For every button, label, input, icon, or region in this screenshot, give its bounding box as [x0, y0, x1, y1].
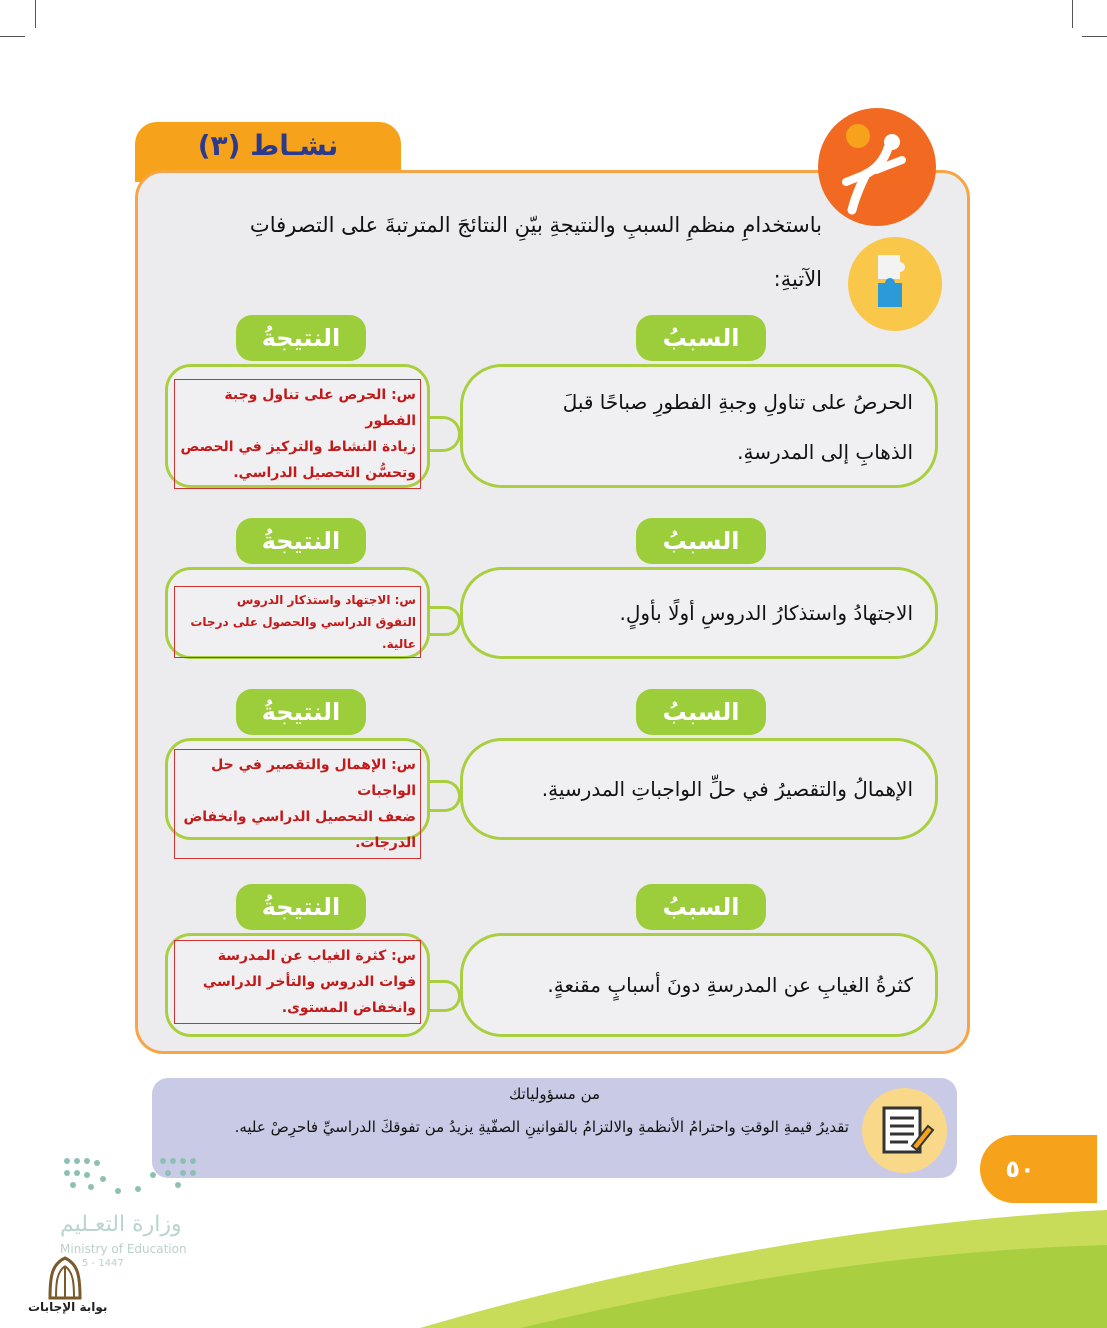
cause-text: الذهابِ إلى المدرسةِ.: [737, 440, 913, 464]
answer-line: س: الإهمال والتقصير في حل الواجبات: [211, 757, 416, 799]
answer-line: س: كثرة الغياب عن المدرسة: [217, 948, 416, 964]
cause-label: السببُ: [636, 884, 766, 930]
answer-line: وانخفاض المستوى.: [281, 1000, 416, 1016]
answer-text: [174, 940, 421, 1024]
answer-line: وتحسُّن التحصيل الدراسي.: [233, 465, 416, 481]
cause-text: الإهمالُ والتقصيرُ في حلِّ الواجباتِ المدرسيةِ.: [541, 777, 913, 801]
cause-label: السببُ: [636, 518, 766, 564]
answer-text: [174, 586, 421, 658]
result-label: النتيجةُ: [236, 315, 366, 361]
watermark-logo-icon: [44, 1256, 86, 1300]
result-label: النتيجةُ: [236, 884, 366, 930]
answer-line: الدرجات.: [355, 835, 416, 851]
cause-label: السببُ: [636, 689, 766, 735]
result-box: [165, 364, 430, 488]
answer-text: [174, 749, 421, 859]
cause-label: السببُ: [636, 315, 766, 361]
answer-line: س: الاجتهاد واستذكار الدروس: [236, 593, 416, 607]
answer-line: س: الحرص على تناول وجبة الفطور: [224, 387, 416, 429]
connector: [430, 980, 461, 1012]
instructions-line-2: الآتيةِ:: [773, 267, 822, 291]
cause-box: [460, 933, 938, 1037]
ministry-logo-year: 5 - 1447: [82, 1258, 124, 1269]
activity-icon: [818, 108, 936, 226]
cause-text: كثرةُ الغيابِ عن المدرسةِ دونَ أسبابٍ مقنعةٍ.: [547, 973, 913, 997]
notepad-icon: [862, 1088, 947, 1173]
answer-text: [174, 379, 421, 489]
answer-line: التفوق الدراسي والحصول على درجات عالية.: [190, 615, 416, 651]
responsibility-title: من مسؤولياتك: [508, 1085, 601, 1103]
cause-text: الاجتهادُ واستذكارُ الدروسِ أولًا بأولٍ.: [619, 601, 913, 625]
ministry-logo-arabic: وزارة التعـليم: [60, 1212, 182, 1237]
instructions-line-1: باستخدامِ منظمِ السببِ والنتيجةِ بيّنِ النتائجَ المترتبةَ على التصرفاتِ: [249, 213, 822, 237]
crop-mark: [1082, 36, 1107, 37]
puzzle-icon: [848, 237, 942, 331]
cause-box: [460, 364, 938, 488]
result-label: النتيجةُ: [236, 518, 366, 564]
connector: [430, 606, 461, 636]
answer-line: ضعف التحصيل الدراسي وانخفاض: [183, 809, 416, 825]
watermark-text: بوابة الإجابات: [28, 1300, 108, 1314]
crop-mark: [35, 0, 36, 28]
cause-box: [460, 738, 938, 840]
crop-mark: [1072, 0, 1073, 28]
answer-line: فوات الدروس والتأخر الدراسي: [202, 974, 416, 990]
responsibility-text: تقديرُ قيمةِ الوقتِ واحترامُ الأنظمةِ والالتزامُ بالقوانينِ الصفّيةِ يزيدُ من تفوقكَ الدراسيِّ فاحرِصْ عليه.: [234, 1118, 849, 1136]
cause-text: الحرصُ على تناولِ وجبةِ الفطورِ صباحًا قبلَ: [562, 390, 913, 414]
result-label: النتيجةُ: [236, 689, 366, 735]
ministry-logo-english: Ministry of Education: [60, 1242, 187, 1256]
answer-line: زيادة النشاط والتركيز في الحصص: [180, 439, 416, 455]
result-box: [165, 738, 430, 851]
connector: [430, 780, 461, 812]
result-box: [165, 933, 430, 1037]
instructions: [182, 198, 822, 306]
crop-mark: [0, 36, 25, 37]
result-box: [165, 567, 430, 659]
cause-box: [460, 567, 938, 659]
activity-title: نشـاط (٣): [197, 129, 339, 162]
page-number: ٥٠: [1005, 1155, 1035, 1183]
